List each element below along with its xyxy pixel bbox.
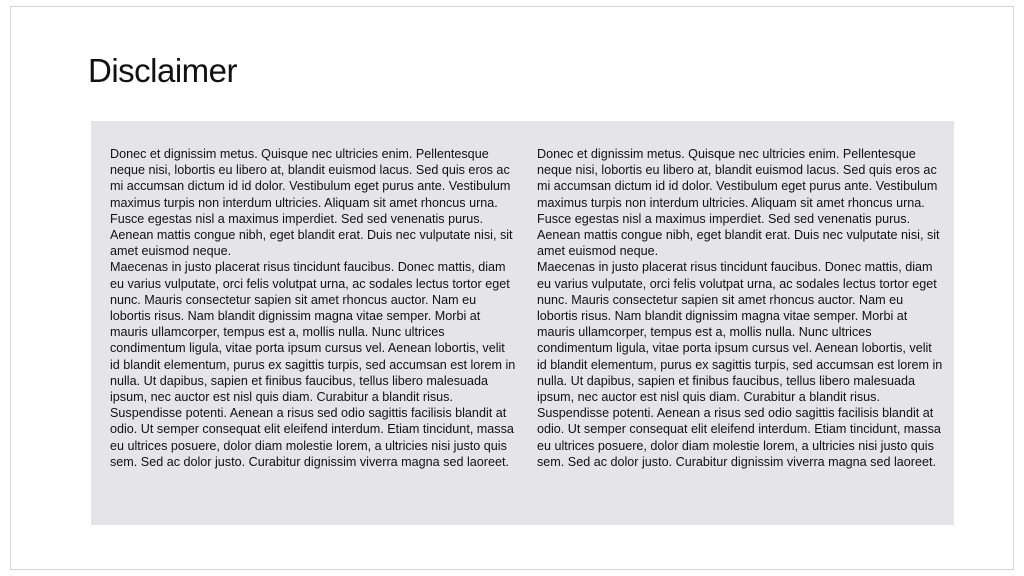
slide [10,6,1014,570]
slide-title: Disclaimer [88,52,238,89]
paragraph: Donec et dignissim metus. Quisque nec ultricies enim. Pellentesque neque nisi, lobortis eu libero at, blandit euismod lacus. Sed quis eros ac mi accumsan dictum id id dolor. Vestibulum eget purus ante. Vestibulum maximus turpis non interdum ultricies. Aliquam sit amet rhoncus urna. Fusce egestas nisl a maximus imperdiet. Sed sed venenatis purus. Aenean mattis congue nibh, eget blandit erat. Duis nec vulputate nisi, sit amet euismod neque. [537,147,940,259]
text-column-right [537,146,943,470]
paragraph: Maecenas in justo placerat risus tincidunt faucibus. Donec mattis, diam eu varius vulputate, orci felis volutpat urna, ac sodales lectus tortor eget nunc. Mauris consectetur sapien sit amet rhoncus auctor. Nam eu lobortis risus. Nam blandit dignissim magna vitae semper. Morbi at mauris ullamcorper, tempus est a, mollis nulla. Nunc ultrices condimentum ligula, vitae porta ipsum cursus vel. Aenean lobortis, velit id blandit elementum, purus ex sagittis turpis, sed accumsan est lorem in nulla. Ut dapibus, sapien et finibus faucibus, tellus libero malesuada ipsum, nec auctor est nisl quis diam. Curabitur a blandit risus. Suspendisse potenti. Aenean a risus sed odio sagittis facilisis blandit at odio. Ut semper consequat elit eleifend interdum. Etiam tincidunt, massa eu ultrices posuere, dolor diam molestie lorem, a ultricies nisi justo quis sem. Sed ac dolor justo. Curabitur dignissim viverra magna sed laoreet. [110,260,516,469]
text-column-left [110,146,516,470]
paragraph: Donec et dignissim metus. Quisque nec ultricies enim. Pellentesque neque nisi, lobortis eu libero at, blandit euismod lacus. Sed quis eros ac mi accumsan dictum id id dolor. Vestibulum eget purus ante. Vestibulum maximus turpis non interdum ultricies. Aliquam sit amet rhoncus urna. Fusce egestas nisl a maximus imperdiet. Sed sed venenatis purus. Aenean mattis congue nibh, eget blandit erat. Duis nec vulputate nisi, sit amet euismod neque. [110,147,513,259]
text-panel [91,121,954,525]
paragraph: Maecenas in justo placerat risus tincidunt faucibus. Donec mattis, diam eu varius vulputate, orci felis volutpat urna, ac sodales lectus tortor eget nunc. Mauris consectetur sapien sit amet rhoncus auctor. Nam eu lobortis risus. Nam blandit dignissim magna vitae semper. Morbi at mauris ullamcorper, tempus est a, mollis nulla. Nunc ultrices condimentum ligula, vitae porta ipsum cursus vel. Aenean lobortis, velit id blandit elementum, purus ex sagittis turpis, sed accumsan est lorem in nulla. Ut dapibus, sapien et finibus faucibus, tellus libero malesuada ipsum, nec auctor est nisl quis diam. Curabitur a blandit risus. Suspendisse potenti. Aenean a risus sed odio sagittis facilisis blandit at odio. Ut semper consequat elit eleifend interdum. Etiam tincidunt, massa eu ultrices posuere, dolor diam molestie lorem, a ultricies nisi justo quis sem. Sed ac dolor justo. Curabitur dignissim viverra magna sed laoreet. [537,260,943,469]
